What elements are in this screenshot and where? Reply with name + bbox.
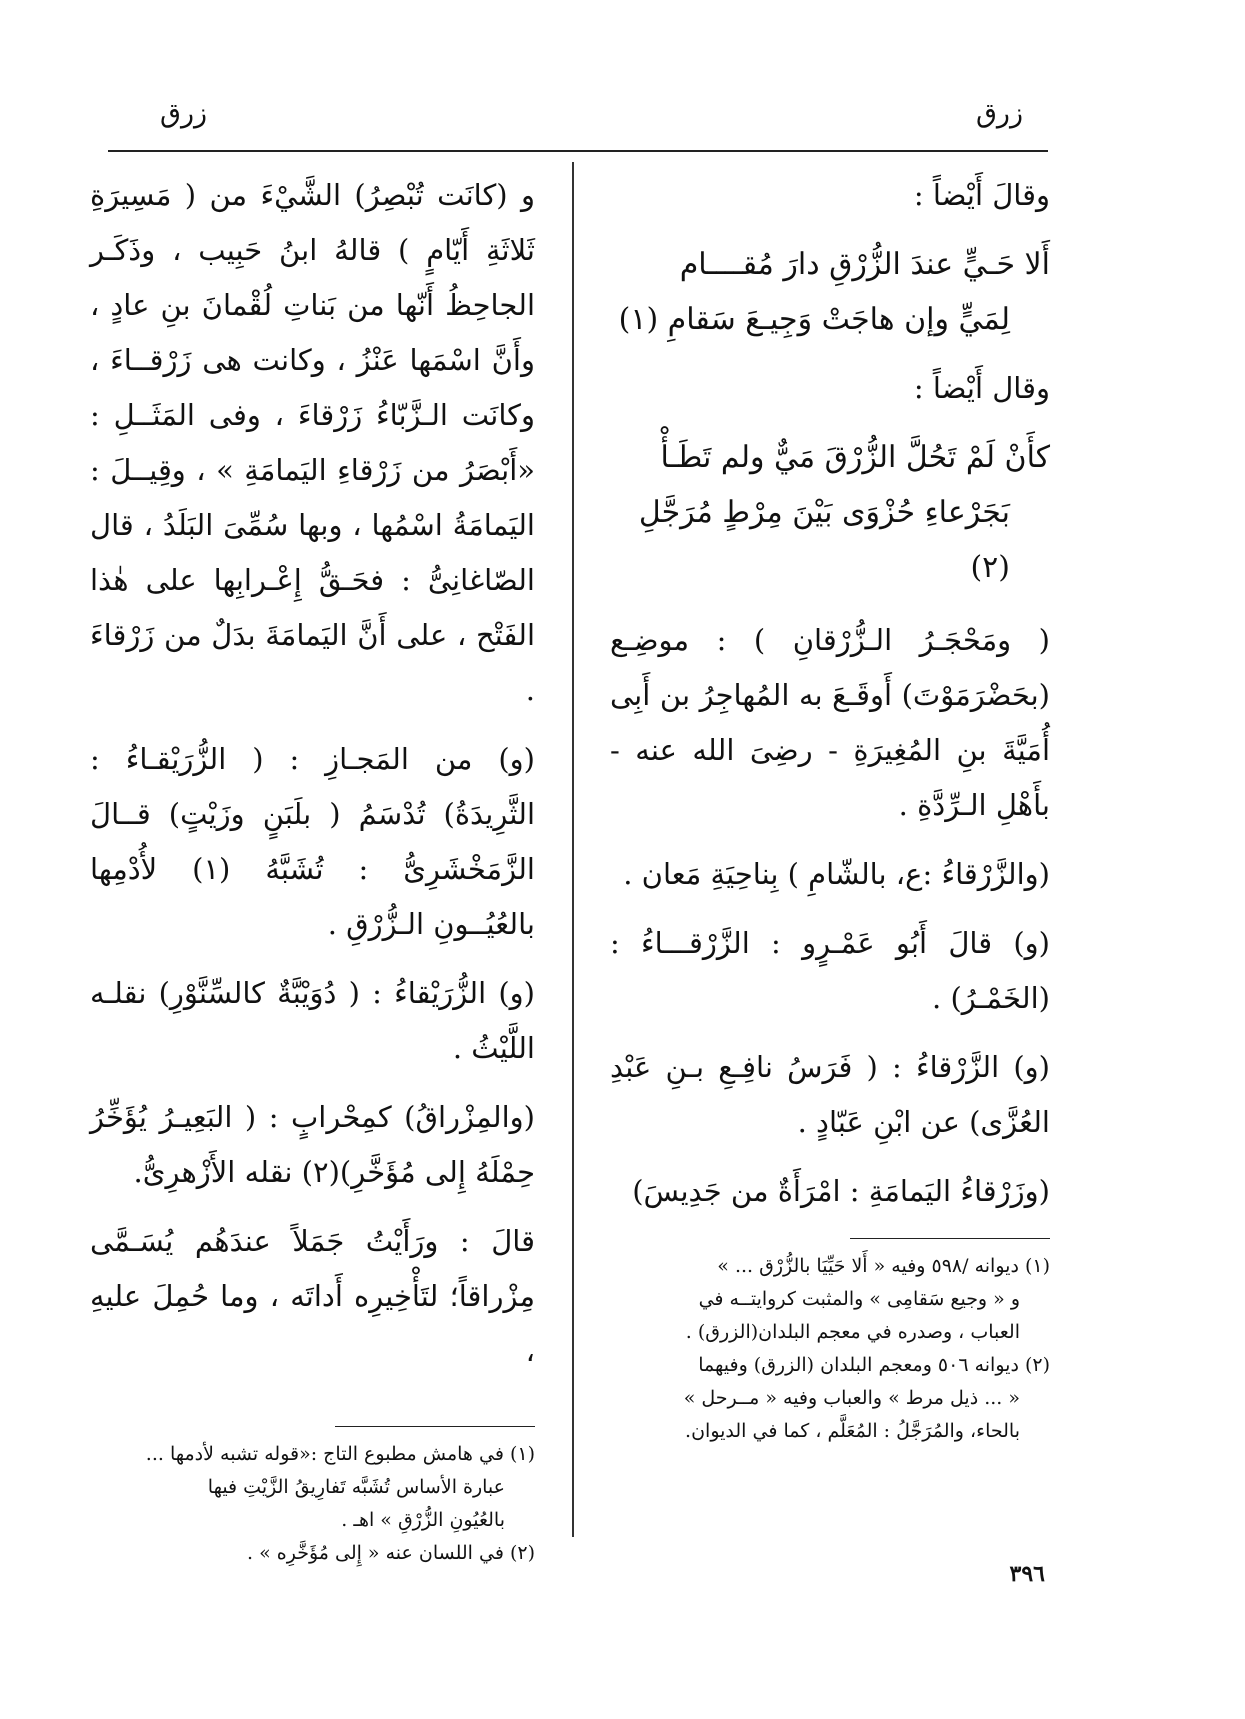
entry-mizraq-cont: قالَ : ورَأَيْتُ جَمَلاً عندَهُم يُسَـمَّى مِزْراقاً؛ لتَأْخِيرِه أَداتَه ، وما حُمِلَ عليهِ ، <box>90 1224 535 1368</box>
footnote-left-1-line-1: (١) في هامش مطبوع التاج :«قوله تشبه لأدمها ... <box>145 1443 535 1465</box>
entry-intro-2: وقال أَيْضاً : <box>913 371 1050 405</box>
entry-zarqa-yamama: (وزَرْقاءُ اليَمامَةِ : امْرَأَةٌ من جَدِيسَ) <box>632 1174 1050 1208</box>
running-header-left: زرق <box>160 98 208 129</box>
footnotes-left <box>90 1438 535 1570</box>
footnote-2-line-3: بالحاء، والمُرَجَّلُ : المُعَلَّم ، كما في الديوان. <box>685 1420 1020 1442</box>
page-number: ٣٩٦ <box>1009 1561 1045 1587</box>
verse-2-line-1: كأَنْ لَمْ تَحُلَّ الزُّرْقَ مَيٌّ ولم تَطَـأْ <box>660 440 1050 475</box>
header-rule <box>108 150 1048 152</box>
verse-1-line-1: أَلا حَـيٍّ عندَ الزُّرْقِ دارَ مُقــــام <box>679 247 1050 282</box>
verse-1-line-2: لِمَيٍّ وإن هاجَتْ وَجِيـعَ سَقامِ (١) <box>618 302 1010 337</box>
footnotes-right <box>605 1250 1050 1448</box>
footnote-left-2-line-1: (٢) في اللسان عنه « إِلى مُؤَخَّرِه » . <box>247 1542 535 1564</box>
footnote-1-line-2: و « وجيع سَقامِى » والمثبت كروايتــه في <box>698 1288 1020 1310</box>
entry-zurayqa-animal: (و) الزُّرَيْقاءُ : ( دُوَيْبَّةٌ كالسِّنَّوْرِ) نقلـه اللَّيْثُ . <box>90 976 535 1065</box>
footnote-2-line-1: (٢) ديوانه ٥٠٦ ومعجم البلدان (الزرق) وفيهما <box>698 1354 1050 1376</box>
entry-intro-1: وقالَ أَيْضاً : <box>913 178 1050 212</box>
footnote-1-line-1: (١) ديوانه /٥٩٨ وفيه « أَلا حَيِّيَا بالزُّرْق ... » <box>717 1255 1050 1277</box>
entry-mizraq: (والمِزْراقُ) كمِحْرابٍ : ( البَعِيـرُ يُؤَخِّرُ حِمْلَهُ إِلى مُؤَخَّرِ)(٢) نقله الأَزْهرِىُّ. <box>90 1100 535 1189</box>
footnote-rule-left <box>335 1426 535 1427</box>
verse-2-line-2: بَجَرْعاءِ حُزْوَى بَيْنَ مِرْطٍ مُرَجَّلِ (٢) <box>638 495 1010 585</box>
footnote-left-1-line-3: بالعُيُونِ الزُّرْقِ » اهـ . <box>341 1509 505 1531</box>
entry-zurayqa-tharida: (و) من المَجـازِ : ( الزُّرَيْقـاءُ : الثَّرِيدَةُ) تُدْسَمُ ( بلَبَنٍ وزَيْتٍ) قــالَ الزَّمَخْشَرِىُّ : تُشَبَّهُ (١) لأُدْمِها بالعُيُــونِ الـزُّرْقِ . <box>90 742 535 941</box>
entry-zarqa-horse: (و) الزَّرْقاءُ : ( فَرَسُ نافِـعِ بـنِ عَبْدِ العُزَّى) عن ابْنِ عَبّادٍ . <box>610 1050 1050 1139</box>
footnote-left-1-line-2: عبارة الأساس تُشَبَّه تَفارِيقُ الزَّيْتِ فيها <box>207 1476 505 1498</box>
right-column <box>610 168 1050 1233</box>
left-column <box>90 168 535 1393</box>
entry-zarqa-wine: (و) قالَ أَبُو عَمْـرٍو : الزَّرْقـــاءُ : (الخَمْـرُ) . <box>610 926 1050 1015</box>
footnote-1-line-3: العباب ، وصدره في معجم البلدان(الزرق) . <box>685 1321 1020 1343</box>
entry-zarqa-place: (والزَّرْقاءُ :ع، بالشّامِ ) بِناحِيَةِ مَعان . <box>623 857 1050 891</box>
footnote-rule-right <box>850 1238 1050 1239</box>
running-header-right: زرق <box>975 98 1023 129</box>
entry-mahjar: ( ومَحْجَـرُ الـزُّرْقانِ ) : موضِـع (بحَضْرَمَوْتَ) أَوقَـعَ به المُهاجِرُ بن أَبِى أُمَيَّةَ بنِ المُغِيرَةِ - رضِىَ الله عنه - بأَهْلِ الـرِّدَّةِ . <box>610 623 1050 822</box>
entry-zarqa-yamama-cont: و (كانَت تُبْصِرُ) الشَّيْءَ من ( مَسِيرَةِ ثَلاثَةِ أَيّامٍ ) قالهُ ابنُ حَبِيب ، وذَكَـر الجاحِظُ أَنّها من بَناتِ لُقْمانَ بنِ عادٍ ، وأَنَّ اسْمَها عَنْزُ ، وكانت هى زَرْقــاءَ ، وكانَت الـزَّبّاءُ زَرْقاءَ ، وفى المَثَــلِ : «أَبْصَرُ من زَرْقاءِ اليَمامَةِ » ، وقِيــلَ : اليَمامَةُ اسْمُها ، وبها سُمِّىَ البَلَدُ ، قال الصّاغانِىُّ : فحَـقُّ إِعْـرابِها على هٰذا الفَتْح ، على أَنَّ اليَمامَةَ بدَلٌ من زَرْقاءَ . <box>90 178 535 707</box>
footnote-2-line-2: « ... ذيل مرط » والعباب وفيه « مــرحل » <box>683 1387 1020 1409</box>
column-divider <box>572 162 574 1537</box>
